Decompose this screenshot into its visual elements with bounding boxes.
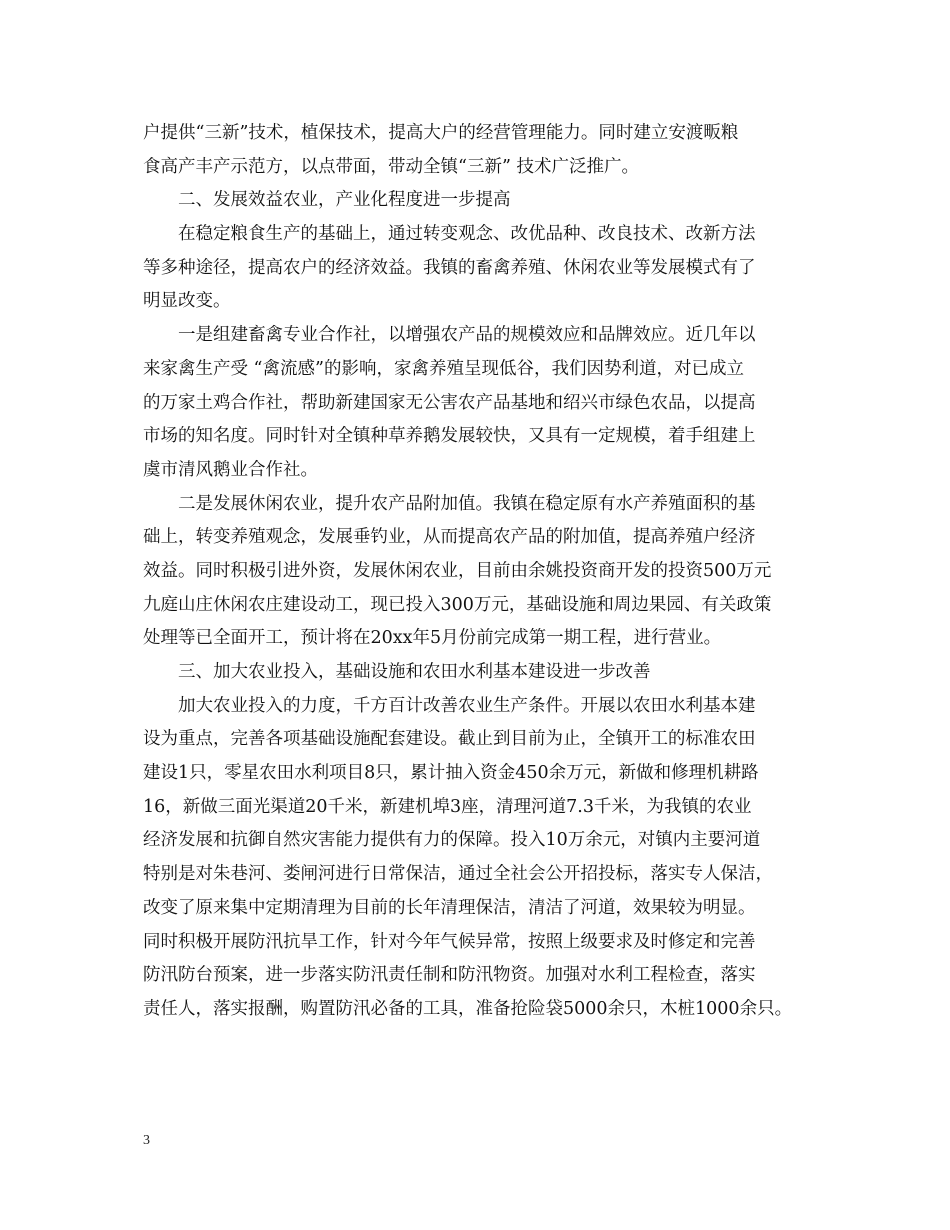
text-line: 处理等已全面开工，预计将在20xx年5月份前完成第一期工程，进行营业。 [143, 628, 722, 649]
page-number: 3 [143, 1133, 150, 1148]
document-body [143, 117, 833, 1027]
text-line: 改变了原来集中定期清理为目前的长年清理保洁，清洁了河道，效果较为明显。 [143, 897, 756, 918]
text-line: 设为重点，完善各项基础设施配套建设。截止到目前为止，全镇开工的标准农田 [143, 729, 756, 750]
text-line: 础上，转变养殖观念，发展垂钓业，从而提高农产品的附加值，提高养殖户经济 [143, 527, 756, 548]
section-heading: 三、加大农业投入，基础设施和农田水利基本建设进一步改善 [178, 662, 651, 682]
text-line: 特别是对朱巷河、娄闸河进行日常保洁，通过全社会公开招投标，落实专人保洁， [143, 864, 773, 885]
text-line: 在稳定粮食生产的基础上，通过转变观念、改优品种、改良技术、改新方法 [178, 224, 756, 245]
text-line: 16，新做三面光渠道20千米，新建机埠3座，清理河道7.3千米，为我镇的农业 [143, 796, 752, 817]
text-line: 防汛防台预案，进一步落实防汛责任制和防汛物资。加强对水利工程检查，落实 [143, 965, 756, 986]
text-line: 食高产丰产示范方，以点带面，带动全镇“三新” 技术广泛推广。 [143, 156, 639, 177]
text-line: 的万家土鸡合作社，帮助新建国家无公害农产品基地和绍兴市绿色农品，以提高 [143, 392, 756, 413]
text-line: 来家禽生产受 “禽流感”的影响，家禽养殖呈现低谷，我们因势利道，对已成立 [143, 358, 744, 379]
text-line: 二是发展休闲农业，提升农产品附加值。我镇在稳定原有水产养殖面积的基 [178, 493, 756, 514]
text-line: 等多种途径，提高农户的经济效益。我镇的畜禽养殖、休闲农业等发展模式有了 [143, 257, 756, 278]
text-line: 经济发展和抗御自然灾害能力提供有力的保障。投入10万余元，对镇内主要河道 [143, 830, 761, 851]
text-line: 同时积极开展防汛抗旱工作，针对今年气候异常，按照上级要求及时修定和完善 [143, 931, 756, 952]
section-heading: 二、发展效益农业，产业化程度进一步提高 [178, 190, 511, 211]
text-line: 效益。同时积极引进外资，发展休闲农业，目前由余姚投资商开发的投资500万元 [143, 560, 772, 581]
text-line: 加大农业投入的力度，千方百计改善农业生产条件。开展以农田水利基本建 [178, 695, 756, 716]
text-line: 虞市清风鹅业合作社。 [143, 459, 318, 480]
text-line: 户提供“三新”技术，植保技术，提高大户的经营管理能力。同时建立安渡畈粮 [143, 123, 739, 143]
text-line: 明显改变。 [143, 291, 231, 312]
text-line: 市场的知名度。同时针对全镇种草养鹅发展较快，又具有一定规模，着手组建上 [143, 426, 756, 447]
text-line: 建设1只，零星农田水利项目8只，累计抽入资金450余万元，新做和修理机耕路 [143, 763, 759, 784]
text-line: 一是组建畜禽专业合作社，以增强农产品的规模效应和品牌效应。近几年以 [178, 325, 756, 346]
text-line: 责任人，落实报酬，购置防汛必备的工具，准备抢险袋5000余只，木桩1000余只。 [143, 998, 793, 1019]
text-line: 九庭山庄休闲农庄建设动工，现已投入300万元，基础设施和周边果园、有关政策 [143, 594, 772, 615]
